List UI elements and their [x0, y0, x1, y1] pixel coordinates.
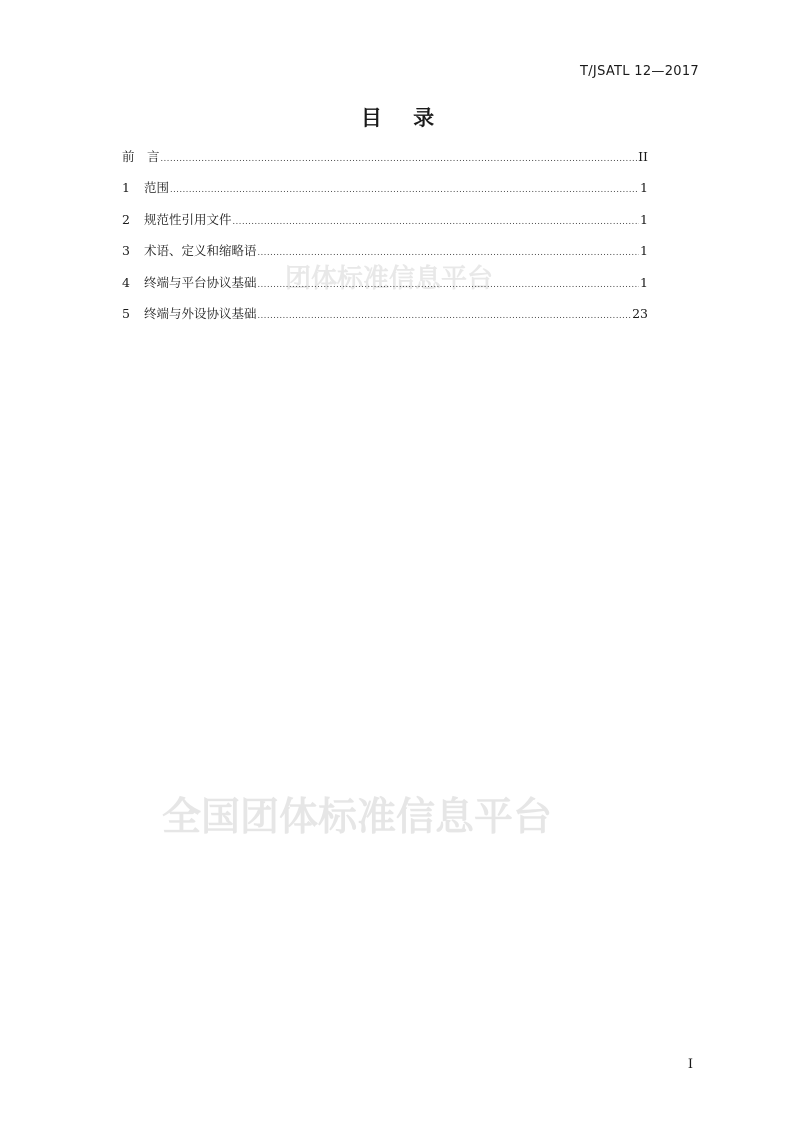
toc-entry-normative-references[interactable] — [122, 211, 648, 242]
toc-entry-foreword[interactable] — [122, 148, 648, 179]
watermark-text: 团体标准信息平台 — [285, 264, 494, 294]
page-number: I — [687, 1057, 693, 1072]
toc-entry-label: 终端与平台协议基础 — [144, 274, 257, 290]
toc-entry-number: 5 — [122, 305, 130, 321]
toc-entry-page: 1 — [640, 243, 648, 259]
toc-entry-terms-definitions[interactable] — [122, 242, 648, 273]
toc-entry-page: 1 — [640, 274, 648, 290]
toc-entry-label: 终端与外设协议基础 — [144, 305, 257, 321]
table-of-contents — [122, 148, 648, 336]
toc-entry-label: 规范性引用文件 — [144, 211, 232, 227]
toc-entry-scope[interactable] — [122, 179, 648, 210]
toc-entry-number: 4 — [122, 274, 130, 290]
toc-entry-terminal-peripheral-protocol[interactable] — [122, 305, 648, 336]
toc-entry-number: 2 — [122, 211, 130, 227]
toc-entry-page: 1 — [640, 180, 648, 196]
toc-entry-label: 范围 — [144, 180, 170, 196]
toc-leader-dots — [258, 276, 640, 294]
page-title: 目 录 — [360, 106, 447, 130]
toc-entry-page: II — [638, 149, 648, 164]
toc-leader-dots — [258, 244, 640, 262]
toc-leader-dots — [170, 181, 639, 199]
toc-entry-number: 1 — [122, 180, 130, 196]
toc-entry-label: 前 言 — [122, 149, 160, 164]
toc-entry-page: 23 — [632, 305, 648, 321]
toc-entry-terminal-platform-protocol[interactable] — [122, 274, 648, 305]
document-code: T/JSATL 12—2017 — [580, 64, 699, 79]
watermark-text: 全国团体标准信息平台 — [162, 795, 553, 840]
toc-leader-dots — [233, 213, 640, 231]
toc-leader-dots — [258, 307, 632, 325]
toc-entry-page: 1 — [640, 211, 648, 227]
toc-entry-number: 3 — [122, 243, 130, 259]
toc-entry-label: 术语、定义和缩略语 — [144, 243, 257, 259]
toc-leader-dots — [161, 150, 638, 168]
